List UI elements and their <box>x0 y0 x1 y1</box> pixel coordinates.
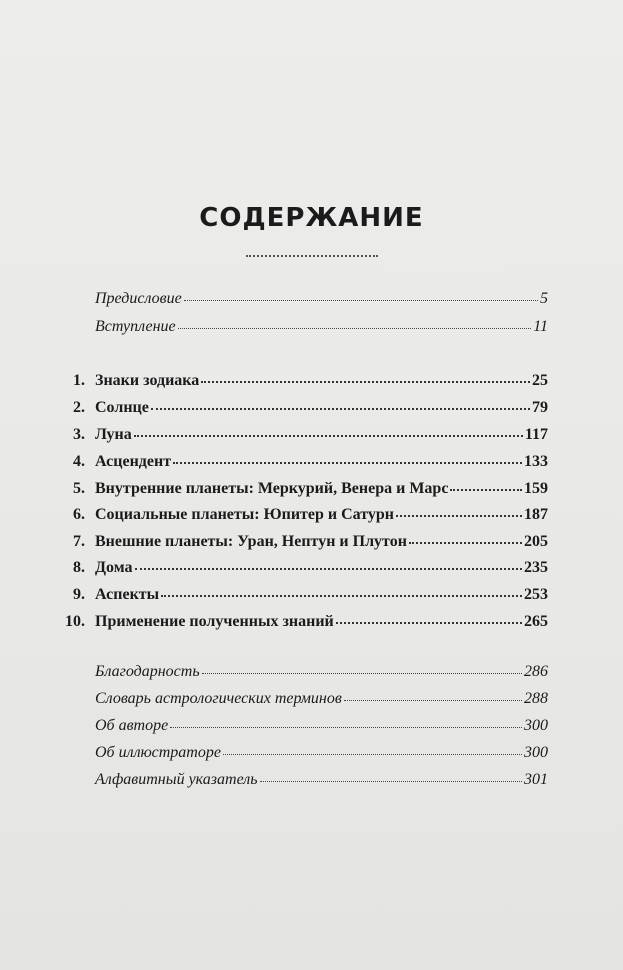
chapter-number: 8. <box>73 559 85 576</box>
toc-entry-label: Асцендент <box>95 453 172 470</box>
dot-leader <box>170 723 522 728</box>
toc-entry-page: 205 <box>524 533 548 550</box>
toc-entry-page: 301 <box>524 771 548 788</box>
dot-leader <box>223 750 522 755</box>
chapter-number: 10. <box>65 613 85 630</box>
toc-entry-page: 300 <box>524 717 548 734</box>
dot-leader <box>178 324 532 329</box>
toc-entry-label: Об авторе <box>95 717 169 734</box>
toc-entry-label: Внутренние планеты: Меркурий, Венера и Марс <box>95 480 449 497</box>
toc-entry-page: 5 <box>540 290 548 307</box>
toc-entry-page: 265 <box>524 613 548 630</box>
toc-entry-chapter-1[interactable] <box>60 369 548 393</box>
toc-entry-preface[interactable] <box>60 287 548 311</box>
toc-entry-label: Социальные планеты: Юпитер и Сатурн <box>95 506 395 523</box>
toc-entry-page: 288 <box>524 690 548 707</box>
toc-entry-label: Дома <box>95 559 133 576</box>
toc-entry-about-author[interactable] <box>60 714 548 738</box>
toc-entry-chapter-2[interactable] <box>60 396 548 420</box>
dot-leader <box>409 538 522 544</box>
toc-entry-page: 25 <box>532 372 548 389</box>
toc-entry-about-illustrator[interactable] <box>60 741 548 765</box>
toc-entry-chapter-5[interactable] <box>60 477 548 501</box>
toc-entry-chapter-4[interactable] <box>60 450 548 474</box>
toc-entry-page: 159 <box>524 480 548 497</box>
toc-entry-label: Предисловие <box>95 290 182 307</box>
dot-leader <box>450 485 522 491</box>
toc-entry-page: 133 <box>524 453 548 470</box>
dot-leader <box>202 669 522 674</box>
toc-entry-label: Алфавитный указатель <box>95 771 258 788</box>
chapter-number: 4. <box>73 453 85 470</box>
toc-entry-page: 253 <box>524 586 548 603</box>
dot-leader <box>134 431 523 437</box>
chapter-number: 9. <box>73 586 85 603</box>
toc-entry-page: 187 <box>524 506 548 523</box>
toc-entry-page: 235 <box>524 559 548 576</box>
toc-entry-label: Луна <box>95 426 132 443</box>
toc-entry-page: 117 <box>524 426 548 443</box>
toc-entry-chapter-3[interactable] <box>60 423 548 447</box>
toc-entry-label: Применение полученных знаний <box>95 613 334 630</box>
toc-entry-page: 79 <box>532 399 548 416</box>
toc-entry-page: 286 <box>524 663 548 680</box>
dot-leader <box>151 404 530 410</box>
toc-entry-chapter-8[interactable] <box>60 556 548 580</box>
toc-entry-label: Знаки зодиака <box>95 372 200 389</box>
toc-entry-chapter-10[interactable] <box>60 610 548 634</box>
dot-leader <box>344 696 522 701</box>
toc-entry-page: 300 <box>524 744 548 761</box>
toc-entry-acknowledgements[interactable] <box>60 660 548 684</box>
dot-leader <box>161 591 522 597</box>
toc-entry-chapter-7[interactable] <box>60 530 548 554</box>
toc-entry-label: Солнце <box>95 399 149 416</box>
dot-leader <box>173 458 522 464</box>
toc-entry-label: Внешние планеты: Уран, Нептун и Плутон <box>95 533 407 550</box>
dot-leader <box>396 511 522 517</box>
chapter-number: 2. <box>73 399 85 416</box>
dot-leader <box>135 564 523 570</box>
title-divider <box>246 255 378 257</box>
toc-entry-glossary[interactable] <box>60 687 548 711</box>
chapter-number: 7. <box>73 533 85 550</box>
toc-entry-chapter-6[interactable] <box>60 503 548 527</box>
chapter-number: 1. <box>73 372 85 389</box>
toc-entry-label: Вступление <box>95 318 176 335</box>
toc-entry-label: Аспекты <box>95 586 160 603</box>
dot-leader <box>184 296 538 301</box>
toc-entry-page: 11 <box>533 318 548 335</box>
chapter-number: 3. <box>73 426 85 443</box>
dot-leader <box>336 618 522 624</box>
page-title: СОДЕРЖАНИЕ <box>199 203 424 233</box>
toc-entry-chapter-9[interactable] <box>60 583 548 607</box>
toc-entry-label: Благодарность <box>95 663 200 680</box>
toc-entry-index[interactable] <box>60 768 548 792</box>
toc-entry-introduction[interactable] <box>60 315 548 339</box>
dot-leader <box>260 777 522 782</box>
chapter-number: 6. <box>73 506 85 523</box>
toc-entry-label: Об иллюстраторе <box>95 744 221 761</box>
toc-entry-label: Словарь астрологических терминов <box>95 690 342 707</box>
chapter-number: 5. <box>73 480 85 497</box>
dot-leader <box>201 377 530 383</box>
